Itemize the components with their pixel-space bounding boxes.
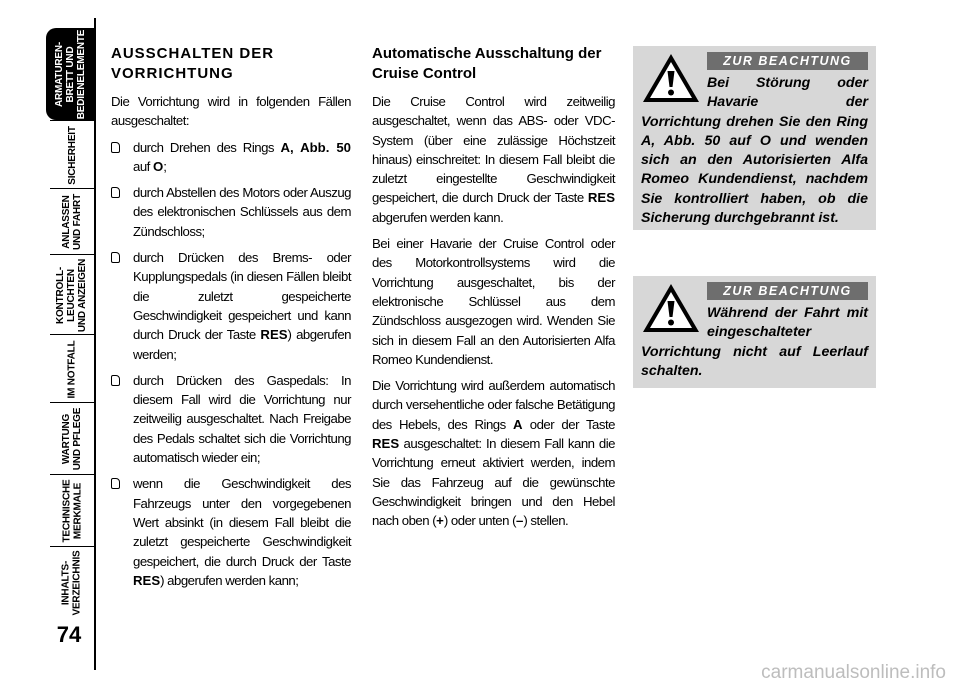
watermark: carmanualsonline.info — [761, 662, 946, 683]
page-number: 74 — [56, 622, 82, 647]
text-run: durch Drücken des Gaspedals: In diesem Fall wird die Vorrichtung nur zeitweilig ausgeschaltet. Nach Freigabe des Pedals schaltet sich die Vorrichtung automatisch wieder ein; — [133, 372, 351, 466]
text-run: durch Drehen des Rings — [133, 139, 281, 155]
key-ref: – — [516, 513, 524, 529]
tab-armaturenbrett[interactable] — [46, 28, 96, 120]
intro-paragraph: Die Vorrichtung wird in folgenden Fällen ausgeschaltet: — [111, 94, 351, 129]
list-item — [111, 138, 351, 177]
text-run: oder der Taste — [522, 416, 615, 432]
list-item — [111, 183, 351, 241]
checkbox-bullet-icon — [111, 187, 120, 198]
section-heading: Automatische Ausschaltung der Cruise Control — [372, 45, 602, 82]
tab-label: ARMATUREN- BRETT UND BEDIENELEMENTE — [54, 29, 88, 119]
warning-triangle-icon — [641, 52, 701, 104]
tab-separator — [50, 188, 94, 189]
tab-separator — [50, 402, 94, 403]
text-run: ) abgerufen werden kann; — [160, 572, 299, 588]
checkbox-bullet-icon — [111, 478, 120, 489]
text-run: ) stellen. — [523, 513, 569, 529]
text-run: abgerufen werden kann. — [372, 209, 504, 225]
section-heading: AUSSCHALTEN DER VORRICHTUNG — [111, 45, 275, 82]
tab-label: SICHERHEIT — [66, 125, 78, 185]
tab-separator — [50, 474, 94, 475]
text-run: durch Drücken des Brems- oder Kupplungspedals (in diesen Fällen bleibt die zuletzt gespeicherte Geschwindigkeit gespeichert und kann durch Druck der Taste — [133, 250, 351, 343]
list-item — [111, 248, 351, 364]
text-run: ) abgerufen werden; — [133, 327, 351, 362]
tab-label: KONTROLL- LEUCHTEN UND ANZEIGEN — [55, 258, 89, 332]
tab-separator — [50, 254, 94, 255]
tab-label: INHALTS- VERZEICHNIS — [61, 550, 84, 616]
key-ref: + — [436, 513, 444, 529]
tab-inhaltsverzeichnis[interactable] — [50, 548, 94, 618]
tab-label: ANLASSEN UND FAHRT — [61, 194, 84, 250]
key-ref: RES — [133, 572, 161, 588]
paragraph — [372, 92, 615, 227]
text-run: durch Abstellen des Motors oder Auszug des elektronischen Schlüssels aus dem Zündschloss; — [133, 185, 351, 239]
key-ref: RES — [587, 190, 615, 206]
tab-label: WARTUNG UND PFLEGE — [61, 407, 84, 471]
text-run: ; — [163, 158, 167, 174]
text-run: wenn die Geschwindigkeit des Fahrzeugs unter den vorgegebenen Wert absinkt (in diesem Fall bleibt die zuletzt gespeicherte Geschwindigkeit gespeichert, die durch Druck der Taste — [133, 476, 351, 569]
key-ref: A — [512, 416, 523, 432]
key-ref: A, Abb. 50 — [280, 139, 352, 155]
tab-sicherheit[interactable] — [50, 122, 94, 188]
key-ref: RES — [372, 436, 400, 452]
column-automatische-ausschaltung — [372, 44, 615, 538]
tab-wartung[interactable] — [50, 404, 94, 474]
checkbox-bullet-icon — [111, 252, 120, 263]
text-run: ausgeschaltet: In diesem Fall kann die Vorrichtung erneut aktiviert werden, indem Sie das Fahrzeug auf die gewünschte Geschwindigkeit bringen und den Hebel nach oben ( — [372, 436, 615, 529]
tab-technische-merkmale[interactable] — [50, 476, 94, 546]
text-run: ) oder unten ( — [443, 513, 517, 529]
tab-label: IM NOTFALL — [66, 340, 78, 398]
key-ref: O — [153, 158, 164, 174]
column-ausschalten — [111, 44, 351, 597]
text-run: Die Cruise Control wird zeitweilig ausgeschaltet, wenn das ABS- oder VDC-System (über eine zulässige Höchstzeit hinaus) einschreitet: In diesem Fall bleibt die zuletzt eingestellte Geschwindigkeit gespeichert, die durch Druck der Taste — [372, 94, 615, 206]
warning-triangle-icon — [641, 282, 701, 334]
tab-label: TECHNISCHE MERKMALE — [61, 479, 84, 543]
warning-notice — [633, 276, 876, 388]
paragraph: Bei einer Havarie der Cruise Control oder des Motorkontrollsystems wird die Vorrichtung ausgeschaltet, bis der elektronische Schlüssel aus dem Zündschloss ausgezogen wird. Wenden Sie sich in diesem Fall an den Autorisierten Alfa Romeo Kundendienst. — [372, 236, 615, 367]
key-ref: RES — [260, 327, 288, 343]
checkbox-bullet-icon — [111, 142, 120, 153]
tab-separator — [50, 334, 94, 335]
text-run: auf — [133, 158, 153, 174]
tab-im-notfall[interactable] — [50, 336, 94, 402]
text-run: Die Vorrichtung wird außerdem automatisch durch versehentliche oder falsche Betätigung des Hebels, des Rings — [372, 378, 615, 432]
warning-notice — [633, 46, 876, 230]
list-item — [111, 371, 351, 467]
tab-separator — [50, 546, 94, 547]
tab-anlassen[interactable] — [50, 190, 94, 254]
tab-separator — [50, 120, 94, 121]
section-tab-strip — [0, 0, 96, 692]
notice-text: Bei Störung oder Havarie der Vorrichtung drehen Sie den Ring A, Abb. 50 auf O und wenden sich an den Autorisierten Alfa Romeo Kundendienst, nachdem Sie kontrolliert haben, ob die Sicherung durchgebrannt ist. — [641, 75, 868, 227]
notice-banner: ZUR BEACHTUNG — [707, 52, 868, 70]
checkbox-bullet-icon — [111, 375, 120, 386]
paragraph — [372, 376, 615, 530]
notice-banner: ZUR BEACHTUNG — [707, 282, 868, 300]
tab-kontrollleuchten[interactable] — [50, 256, 94, 334]
notice-text: Während der Fahrt mit eingeschalteter Vorrichtung nicht auf Leerlauf schalten. — [641, 305, 868, 379]
bullet-list — [111, 138, 351, 591]
list-item — [111, 474, 351, 590]
